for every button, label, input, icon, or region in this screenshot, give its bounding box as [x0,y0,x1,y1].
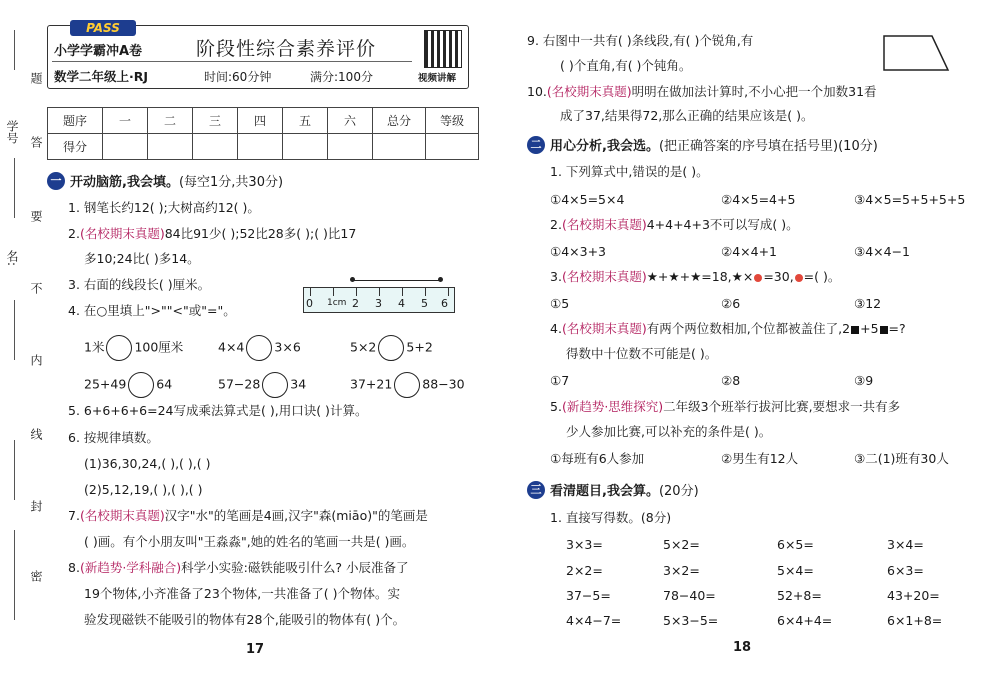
question-9: 9. 右图中一共有( )条线段,有( )个锐角,有 [527,33,754,48]
calc-question-1: 1. 直接写得数。(8分) [550,510,672,525]
compare-item: 25+49 64 [84,372,172,398]
tag-thinking: (新趋势·思维探究) [561,399,664,414]
calc-item[interactable]: 6×1+8= [887,613,943,628]
table-cell: 五 [283,108,328,134]
choice-question-4-cont: 得数中十位数不可能是( )。 [566,346,718,361]
segment-endpoint [438,277,443,282]
table-cell: 二 [148,108,193,134]
section-note: (把正确答案的序号填在括号里)(10分) [658,139,878,154]
section-two-heading [527,135,878,154]
question-text: 84比91少( );52比28多( );( )比17 [164,226,357,241]
line-segment [352,280,442,281]
section-one-heading [47,171,283,190]
choice-question-5: 5.(新趋势·思维探究)二年级3个班举行拔河比赛,要想求一共有多 [550,399,901,414]
score-cell[interactable] [148,134,193,160]
margin-label: 内 [29,354,43,366]
table-cell: 得分 [48,134,103,160]
choice-option[interactable]: ②8 [721,373,741,388]
calc-item[interactable]: 6×3= [887,563,924,578]
choice-question-4: 4.(名校期末真题)有两个两位数相加,个位都被盖住了,2 +5 =? [550,321,906,336]
tag-school: (名校期末真题) [79,226,165,241]
question-7-cont: ( )画。有个小朋友叫"王淼淼",她的姓名的笔画一共是( )画。 [84,534,415,549]
calc-item[interactable]: 6×5= [777,537,814,552]
score-cell[interactable] [103,134,148,160]
ruler-label: 4 [398,297,405,310]
calc-item[interactable]: 3×4= [887,537,924,552]
score-table [47,107,479,160]
choice-option[interactable]: ②男生有12人 [721,451,799,466]
covered-digit-icon [880,326,888,334]
section-three-heading [527,480,699,499]
score-cell[interactable] [426,134,479,160]
margin-line [14,300,15,360]
ruler-label: 2 [352,297,359,310]
subject-line: 数学二年级上·RJ [54,69,149,84]
margin-label: 学号 [5,120,19,144]
ruler-label: 3 [375,297,382,310]
question-3: 3. 右面的线段长( )厘米。 [68,277,211,292]
ruler-label: 0 [306,297,313,310]
compare-circle[interactable] [262,372,288,398]
tag-school: (名校期末真题) [561,269,647,284]
trapezoid-figure [876,32,952,74]
main-title: 阶段性综合素养评价 [196,38,377,60]
section-title: 开动脑筋,我会填。 [70,175,179,190]
score-cell[interactable] [283,134,328,160]
score-table-score-row [48,134,479,160]
table-cell: 一 [103,108,148,134]
choice-question-5-cont: 少人参加比赛,可以补充的条件是( )。 [566,424,772,439]
table-cell: 题序 [48,108,103,134]
question-6: 6. 按规律填数。 [68,430,159,445]
question-8: 8.(新趋势·学科融合)科学小实验:磁铁能吸引什么? 小辰准备了 [68,560,409,575]
table-cell: 六 [328,108,373,134]
compare-item: 4×4 3×6 [218,335,301,361]
margin-label: 不 [29,282,43,294]
margin-label: 答 [29,136,43,148]
header-divider [52,61,412,62]
choice-option[interactable]: ③4×4−1 [854,244,911,259]
covered-digit-icon [851,326,859,334]
question-text: 汉字"水"的笔画是4画,汉字"森(miāo)"的笔画是 [164,508,428,523]
header-box [47,21,469,89]
choice-option[interactable]: ①4×3+3 [550,244,607,259]
table-cell: 总分 [373,108,426,134]
choice-option[interactable]: ①每班有6人参加 [550,451,645,466]
score-cell[interactable] [238,134,283,160]
calc-item[interactable]: 5×2= [663,537,700,552]
table-cell: 四 [238,108,283,134]
ruler-label: 5 [421,297,428,310]
question-6-part-2: (2)5,12,19,( ),( ),( ) [84,482,203,497]
qr-code[interactable] [424,30,462,68]
compare-circle[interactable] [394,372,420,398]
question-text: 明明在做加法计算时,不小心把一个加数31看 [631,84,877,99]
calc-item[interactable]: 5×4= [777,563,814,578]
series-title: 小学学霸冲A卷 [54,44,143,59]
margin-line [14,158,15,218]
tag-school: (名校期末真题) [79,508,165,523]
full-score: 满分:100分 [310,70,373,84]
choice-option[interactable]: ②6 [721,296,741,311]
choice-question-3: 3.(名校期末真题)★+★+★=18,★× =30, =( )。 [550,269,841,284]
margin-label: 名: [5,250,19,267]
question-9-cont: ( )个直角,有( )个钝角。 [560,58,692,73]
page-number: 18 [733,640,752,655]
section-title: 用心分析,我会选。 [550,139,659,154]
score-cell[interactable] [373,134,426,160]
choice-question-1: 1. 下列算式中,错误的是( )。 [550,164,709,179]
tag-school: (名校期末真题) [561,321,647,336]
margin-label: 封 [29,500,43,512]
section-title: 看清题目,我会算。 [550,484,659,499]
question-text: 二年级3个班举行拔河比赛,要想求一共有多 [663,399,901,414]
calc-item[interactable]: 78−40= [663,588,716,603]
choice-option[interactable]: ①7 [550,373,570,388]
calc-item[interactable]: 6×4+4= [777,613,833,628]
choice-option[interactable]: ③9 [854,373,874,388]
section-number: 一 [47,172,65,190]
question-text: 4+4+4+3不可以写成( )。 [646,217,799,232]
score-cell[interactable] [193,134,238,160]
compare-item: 57−28 34 [218,372,306,398]
ruler-label: 1cm [327,298,347,308]
margin-label: 线 [29,428,43,440]
tag-school: (名校期末真题) [561,217,647,232]
compare-circle[interactable] [106,335,132,361]
margin-label: 密 [29,570,43,582]
compare-item: 37+21 88−30 [350,372,465,398]
tag-school: (名校期末真题) [546,84,632,99]
calc-item[interactable]: 52+8= [777,588,822,603]
score-table-header-row [48,108,479,134]
ruler-label: 6 [441,297,448,310]
table-cell: 等级 [426,108,479,134]
choice-option[interactable]: ③二(1)班有30人 [854,451,949,466]
choice-option[interactable]: ①5 [550,296,570,311]
calc-item[interactable]: 37−5= [566,588,611,603]
question-7: 7.(名校期末真题)汉字"水"的笔画是4画,汉字"森(miāo)"的笔画是 [68,508,428,523]
qr-caption: 视频讲解 [418,73,457,84]
question-5: 5. 6+6+6+6=24写成乘法算式是( ),用口诀( )计算。 [68,403,368,418]
margin-label: 题 [29,72,43,84]
margin-label: 要 [29,210,43,222]
calc-item[interactable]: 2×2= [566,563,603,578]
choice-option[interactable]: ③12 [854,296,882,311]
choice-option[interactable]: ③4×5=5+5+5+5 [854,192,966,207]
red-dot-icon [795,274,803,282]
section-note: (每空1分,共30分) [178,175,284,190]
question-4: 4. 在○里填上">""<"或"="。 [68,303,236,318]
tag-subject-fusion: (新趋势·学科融合) [79,560,182,575]
calc-item[interactable]: 43+20= [887,588,940,603]
choice-option[interactable]: ①4×5=5×4 [550,192,625,207]
question-10: 10.(名校期末真题)明明在做加法计算时,不小心把一个加数31看 [527,84,877,99]
ruler [303,287,455,313]
question-2: 2.(名校期末真题)84比91少( );52比28多( );( )比17 [68,226,357,241]
segment-endpoint [350,277,355,282]
compare-circle[interactable] [378,335,404,361]
question-6-part-1: (1)36,30,24,( ),( ),( ) [84,456,211,471]
section-number: 三 [527,481,545,499]
choice-option[interactable]: ②4×5=4+5 [721,192,796,207]
compare-circle[interactable] [128,372,154,398]
red-dot-icon [754,274,762,282]
choice-option[interactable]: ②4×4+1 [721,244,778,259]
pass-logo: PASS [70,20,136,36]
question-10-cont: 成了37,结果得72,那么正确的结果应该是( )。 [560,108,814,123]
question-2-cont: 多10;24比( )多14。 [84,251,200,266]
compare-item: 1米 100厘米 [84,335,183,361]
compare-circle[interactable] [246,335,272,361]
margin-line [14,440,15,500]
question-1: 1. 钢笔长约12( );大树高约12( )。 [68,200,260,215]
table-cell: 三 [193,108,238,134]
calc-item[interactable]: 4×4−7= [566,613,622,628]
page-number: 17 [246,642,265,657]
calc-item[interactable]: 3×2= [663,563,700,578]
score-cell[interactable] [328,134,373,160]
margin-line [14,30,15,70]
section-note: (20分) [658,484,699,499]
question-8-cont: 验发现磁铁不能吸引的物体有28个,能吸引的物体有( )个。 [84,612,406,627]
margin-line [14,530,15,620]
question-text: 科学小实验:磁铁能吸引什么? 小辰准备了 [181,560,409,575]
section-number: 二 [527,136,545,154]
calc-item[interactable]: 3×3= [566,537,603,552]
compare-item: 5×2 5+2 [350,335,433,361]
calc-item[interactable]: 5×3−5= [663,613,719,628]
choice-question-2: 2.(名校期末真题)4+4+4+3不可以写成( )。 [550,217,799,232]
question-8-cont: 19个物体,小齐准备了23个物体,一共准备了( )个物体。实 [84,586,400,601]
exam-time: 时间:60分钟 [204,70,272,84]
